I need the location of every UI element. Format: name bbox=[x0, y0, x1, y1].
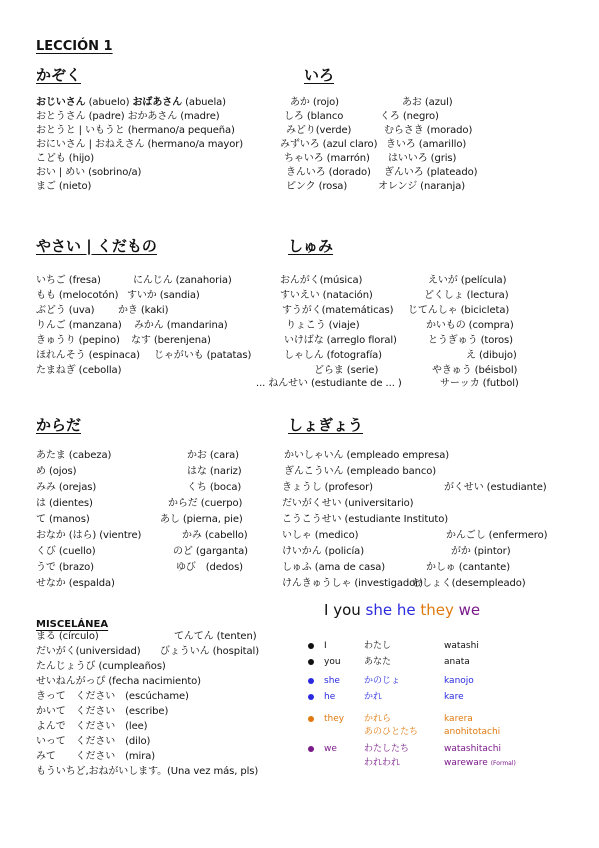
misc-item: よんで ください (lee) bbox=[36, 721, 148, 732]
body-item: あたま (cabeza) bbox=[36, 450, 112, 461]
body-item: のど (garganta) bbox=[173, 546, 248, 557]
misc-item: たんじょうび (cumpleaños) bbox=[36, 661, 166, 672]
family-line: こども (hijo) bbox=[36, 153, 94, 164]
pronoun-legend-part: she he bbox=[360, 601, 416, 619]
bullet-dot bbox=[308, 694, 314, 700]
pronoun-romaji: watashi bbox=[444, 641, 479, 651]
misc-item: もういちど,おねがいします。(Una vez más, pls) bbox=[36, 766, 259, 777]
color-item: みどり(verde) bbox=[286, 125, 352, 136]
body-item: はな (nariz) bbox=[187, 466, 242, 477]
hobby-item: おんがく(música) bbox=[280, 275, 363, 286]
hobby-item: いけばな (arreglo floral) bbox=[284, 335, 397, 346]
misc-item: だいがく(universidad) bbox=[36, 646, 141, 657]
pronoun-en: she bbox=[324, 676, 340, 686]
pronoun-legend-part: we bbox=[453, 601, 481, 619]
bullet-dot bbox=[308, 643, 314, 649]
misc-item: いって ください (dilo) bbox=[36, 736, 151, 747]
color-item: むらさき (morado) bbox=[384, 125, 473, 136]
job-item: いしゃ (medico) bbox=[282, 530, 359, 541]
body-item: かみ (cabello) bbox=[182, 530, 248, 541]
pronoun-romaji: kare bbox=[444, 692, 464, 702]
color-item: はいいろ (gris) bbox=[388, 153, 457, 164]
bullet-dot bbox=[308, 678, 314, 684]
hobby-item: とうぎゅう (toros) bbox=[428, 335, 513, 346]
pronoun-legend-part: they bbox=[415, 601, 454, 619]
hobby-item: サーッカ (futbol) bbox=[440, 378, 519, 389]
bullet-dot bbox=[308, 746, 314, 752]
hobby-item: りょこう (viaje) bbox=[286, 320, 360, 331]
veg-item: りんご (manzana) bbox=[36, 320, 122, 331]
pronoun-en: we bbox=[324, 744, 337, 754]
veg-item: たまねぎ (cebolla) bbox=[36, 365, 122, 376]
color-item: きんいろ (dorado) bbox=[286, 167, 371, 178]
job-item: こうこうせい (estudiante Instituto) bbox=[282, 514, 449, 525]
veg-heading: やさい | くだもの bbox=[36, 237, 157, 255]
veg-item: ほれんそう (espinaca) bbox=[36, 350, 140, 361]
body-item: ゆび (dedos) bbox=[176, 562, 243, 573]
body-item: あし (pierna, pie) bbox=[160, 514, 243, 525]
hobby-item: すうがく(matemáticas) bbox=[282, 305, 394, 316]
hobby-item: ... ねんせい (estudiante de ... ) bbox=[256, 378, 402, 389]
hobby-item: じてんしゃ (bicicleta) bbox=[408, 305, 510, 316]
pronoun-jp: あのひとたち bbox=[364, 727, 419, 737]
pronoun-jp: かのじょ bbox=[364, 676, 401, 686]
family-grandmother: おばあさん bbox=[132, 97, 183, 108]
color-item: あか (rojo) bbox=[290, 97, 339, 108]
misc-item: せいねんがっぴ (fecha nacimiento) bbox=[36, 676, 201, 687]
hobby-item: どくしょ (lectura) bbox=[424, 290, 509, 301]
body-item: せなか (espalda) bbox=[36, 578, 115, 589]
bullet-dot bbox=[308, 659, 314, 665]
body-item: かお (cara) bbox=[187, 450, 239, 461]
misc-item: まる (círculo) bbox=[36, 631, 99, 642]
body-item: くび (cuello) bbox=[36, 546, 96, 557]
color-item: ぎんいろ (plateado) bbox=[384, 167, 478, 178]
pronoun-romaji: watashitachi bbox=[444, 744, 502, 754]
pronoun-en: they bbox=[324, 714, 345, 724]
body-item: め (ojos) bbox=[36, 466, 77, 477]
pronoun-en: you bbox=[324, 657, 341, 667]
veg-item: いちご (fresa) bbox=[36, 275, 101, 286]
pronoun-romaji: anohitotachi bbox=[444, 727, 501, 737]
job-item: かしゅ (cantante) bbox=[426, 562, 511, 573]
family-line: おとうさん (padre) おかあさん (madre) bbox=[36, 111, 220, 122]
job-item: がくせい (estudiante) bbox=[444, 482, 547, 493]
job-item: かんごし (enfermero) bbox=[446, 530, 548, 541]
pronoun-romaji bbox=[444, 757, 516, 770]
family-grandfather-es: (abuelo) bbox=[85, 97, 133, 108]
body-item: おなか (はら) (vientre) bbox=[36, 530, 142, 541]
pronoun-jp: われわれ bbox=[364, 758, 401, 768]
formal-note: (Formal) bbox=[490, 760, 516, 767]
color-item: みずいろ (azul claro) bbox=[280, 139, 378, 150]
job-heading: しょぎょう bbox=[288, 416, 364, 434]
body-item: くち (boca) bbox=[187, 482, 242, 493]
hobby-item: どらま (serie) bbox=[314, 365, 379, 376]
pronoun-romaji: kanojo bbox=[444, 676, 474, 686]
job-item: だいがくせい (universitario) bbox=[282, 498, 414, 509]
pronoun-jp: かれ bbox=[364, 692, 383, 702]
hobby-item: やきゅう (béisbol) bbox=[432, 365, 518, 376]
family-line: おい | めい (sobrino/a) bbox=[36, 167, 142, 178]
pronoun-jp: あなた bbox=[364, 657, 392, 667]
body-item: て (manos) bbox=[36, 514, 90, 525]
veg-item: にんじん (zanahoria) bbox=[133, 275, 232, 286]
veg-item: なす (berenjena) bbox=[131, 335, 211, 346]
misc-item: きって ください (escúchame) bbox=[36, 691, 189, 702]
misc-item: びょういん (hospital) bbox=[160, 646, 260, 657]
pronoun-legend-part: I you bbox=[324, 601, 361, 619]
family-line bbox=[36, 96, 226, 109]
family-line: おとうと | いもうと (hermano/a pequeña) bbox=[36, 125, 235, 136]
family-heading: かぞく bbox=[36, 66, 82, 84]
hobby-heading: しゅみ bbox=[288, 237, 334, 255]
hobby-item: すいえい (natación) bbox=[280, 290, 373, 301]
job-item: かいしゃいん (empleado empresa) bbox=[284, 450, 450, 461]
body-item: みみ (orejas) bbox=[36, 482, 97, 493]
hobby-item: え (dibujo) bbox=[466, 350, 517, 361]
veg-item: じゃがいも (patatas) bbox=[154, 350, 252, 361]
veg-item: ぶどう (uva) bbox=[36, 305, 95, 316]
body-item: は (dientes) bbox=[36, 498, 93, 509]
job-item: がか (pintor) bbox=[451, 546, 511, 557]
color-item: ちゃいろ (marrón) bbox=[284, 153, 370, 164]
body-item: からだ (cuerpo) bbox=[168, 498, 243, 509]
pronoun-romaji: karera bbox=[444, 714, 473, 724]
veg-item: きゅうり (pepino) bbox=[36, 335, 120, 346]
color-item: くろ (negro) bbox=[380, 111, 439, 122]
veg-item: すいか (sandia) bbox=[127, 290, 200, 301]
job-item: しゅふ (ama de casa) bbox=[282, 562, 386, 573]
hobby-item: かいもの (compra) bbox=[426, 320, 514, 331]
job-item: むしょく(desempleado) bbox=[412, 578, 526, 589]
color-item: きいろ (amarillo) bbox=[386, 139, 467, 150]
veg-item: みかん (mandarina) bbox=[134, 320, 228, 331]
job-item: けんきゅうしゃ (investigador) bbox=[282, 578, 423, 589]
family-grandfather: おじいさん bbox=[36, 97, 86, 108]
bullet-dot bbox=[308, 716, 314, 722]
page-title: LECCIÓN 1 bbox=[36, 39, 113, 54]
pronoun-en: he bbox=[324, 692, 336, 702]
body-item: うで (brazo) bbox=[36, 562, 94, 573]
veg-item: もも (melocotón) bbox=[36, 290, 119, 301]
body-heading: からだ bbox=[36, 416, 82, 434]
pronoun-jp: わたしたち bbox=[364, 744, 410, 754]
job-item: ぎんこういん (empleado banco) bbox=[284, 466, 437, 477]
color-item: ピンク (rosa) bbox=[286, 181, 348, 192]
family-line: おにいさん | おねえさん (hermano/a mayor) bbox=[36, 139, 244, 150]
misc-heading: MISCELÁNEA bbox=[36, 619, 109, 630]
pronoun-en: I bbox=[324, 641, 327, 651]
job-item: きょうし (profesor) bbox=[282, 482, 373, 493]
color-item: あお (azul) bbox=[402, 97, 453, 108]
misc-item: てんてん (tenten) bbox=[174, 631, 257, 642]
color-item: オレンジ (naranja) bbox=[378, 181, 466, 192]
color-item: しろ (blanco bbox=[284, 111, 344, 122]
family-line: まご (nieto) bbox=[36, 181, 92, 192]
misc-item: みて ください (mira) bbox=[36, 751, 156, 762]
pronoun-jp: わたし bbox=[364, 641, 392, 651]
pronoun-romaji: anata bbox=[444, 657, 470, 667]
hobby-item: しゃしん (fotografía) bbox=[284, 350, 382, 361]
pronoun-romaji-text: wareware bbox=[444, 758, 488, 768]
family-grandmother-es: (abuela) bbox=[182, 97, 226, 108]
job-item: けいかん (policía) bbox=[282, 546, 365, 557]
hobby-item: えいが (película) bbox=[428, 275, 507, 286]
veg-item: かき (kaki) bbox=[118, 305, 169, 316]
pronoun-jp: かれら bbox=[364, 714, 392, 724]
colors-heading: いろ bbox=[304, 66, 335, 84]
misc-item: かいて ください (escribe) bbox=[36, 706, 169, 717]
pronoun-legend-title bbox=[324, 601, 480, 619]
